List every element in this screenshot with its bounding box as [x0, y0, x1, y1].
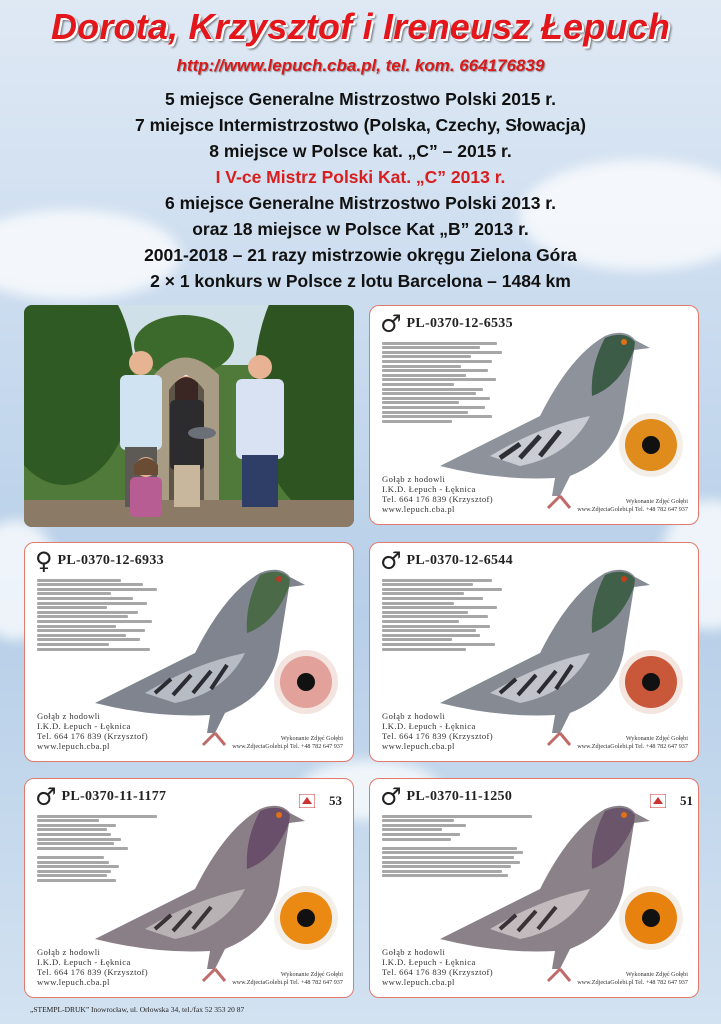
achievement-line: 2001-2018 – 21 razy mistrzowie okręgu Zielona Góra	[144, 245, 577, 265]
photo-credit: Wykonanie Zdjęć Gołębi www.ZdjeciaGolebi.pl Tel. +48 782 647 937	[577, 498, 688, 513]
male-symbol-icon: ♂	[380, 546, 402, 575]
ring-number: PL-0370-12-6535	[406, 316, 513, 331]
contact-line: http://www.lepuch.cba.pl, tel. kom. 664176839	[176, 56, 545, 75]
photo-credit: Wykonanie Zdjęć Gołębi www.ZdjeciaGolebi.pl Tel. +48 782 647 937	[232, 735, 343, 750]
pigeon-card	[369, 778, 699, 998]
pigeon-eye-icon	[618, 885, 684, 951]
ring-number: PL-0370-11-1250	[406, 789, 513, 804]
photo-credit: Wykonanie Zdjęć Gołębi www.ZdjeciaGolebi.pl Tel. +48 782 647 937	[577, 735, 688, 750]
female-symbol-icon: ♀	[35, 546, 53, 575]
male-symbol-icon: ♂	[380, 782, 402, 811]
breeder-info: Gołąb z hodowli I.K.D. Łepuch - Łęknica Tel. 664 176 839 (Krzysztof) www.lepuch.cba.pl	[37, 711, 149, 751]
male-symbol-icon: ♂	[35, 782, 57, 811]
ring-number: PL-0370-11-1177	[61, 789, 167, 804]
breeder-info: Gołąb z hodowli I.K.D. Łepuch - Łęknica Tel. 664 176 839 (Krzysztof) www.lepuch.cba.pl	[382, 947, 494, 987]
ring-number: PL-0370-12-6933	[57, 553, 164, 568]
breeder-info: Gołąb z hodowli I.K.D. Łepuch - Łęknica Tel. 664 176 839 (Krzysztof) www.lepuch.cba.pl	[382, 711, 494, 751]
page-title: Dorota, Krzysztof i Ireneusz Łepuch	[50, 6, 671, 47]
pigeon-card	[369, 542, 699, 762]
achievement-line: oraz 18 miejsce w Polsce Kat „B” 2013 r.	[192, 219, 529, 239]
breeder-info: Gołąb z hodowli I.K.D. Łepuch - Łęknica Tel. 664 176 839 (Krzysztof) www.lepuch.cba.pl	[382, 474, 494, 514]
achievement-line-highlight: I V-ce Mistrz Polski Kat. „C” 2013 r.	[215, 167, 506, 187]
achievement-line: 8 miejsce w Polsce kat. „C” – 2015 r.	[209, 141, 512, 161]
pigeon-eye-icon	[273, 885, 339, 951]
family-photo-illustration	[24, 305, 354, 527]
achievements-list	[0, 86, 721, 294]
achievement-line: 2 × 1 konkurs w Polsce z lotu Barcelona – 1484 km	[150, 271, 571, 291]
photo-credit: Wykonanie Zdjęć Gołębi www.ZdjeciaGolebi.pl Tel. +48 782 647 937	[232, 971, 343, 986]
pigeon-card	[24, 778, 354, 998]
male-symbol-icon: ♂	[380, 309, 402, 338]
pigeon-eye-icon	[618, 412, 684, 478]
printer-footer: „STEMPL-DRUK” Inowrocław, ul. Orłowska 34, tel./fax 52 353 20 87	[30, 1005, 245, 1014]
badge-number: 53	[329, 793, 342, 808]
breeder-info: Gołąb z hodowli I.K.D. Łepuch - Łęknica Tel. 664 176 839 (Krzysztof) www.lepuch.cba.pl	[37, 947, 149, 987]
achievement-line: 5 miejsce Generalne Mistrzostwo Polski 2015 r.	[164, 89, 556, 109]
achievement-line: 7 miejsce Intermistrzostwo (Polska, Czechy, Słowacja)	[135, 115, 586, 135]
pigeon-card	[369, 305, 699, 525]
photo-credit: Wykonanie Zdjęć Gołębi www.ZdjeciaGolebi.pl Tel. +48 782 647 937	[577, 971, 688, 986]
pigeon-card	[24, 542, 354, 762]
pigeon-eye-icon	[618, 649, 684, 715]
ring-number: PL-0370-12-6544	[406, 553, 513, 568]
family-photo	[24, 305, 354, 527]
pigeon-eye-icon	[273, 649, 339, 715]
badge-number: 51	[680, 793, 693, 808]
achievement-line: 6 miejsce Generalne Mistrzostwo Polski 2013 r.	[164, 193, 556, 213]
